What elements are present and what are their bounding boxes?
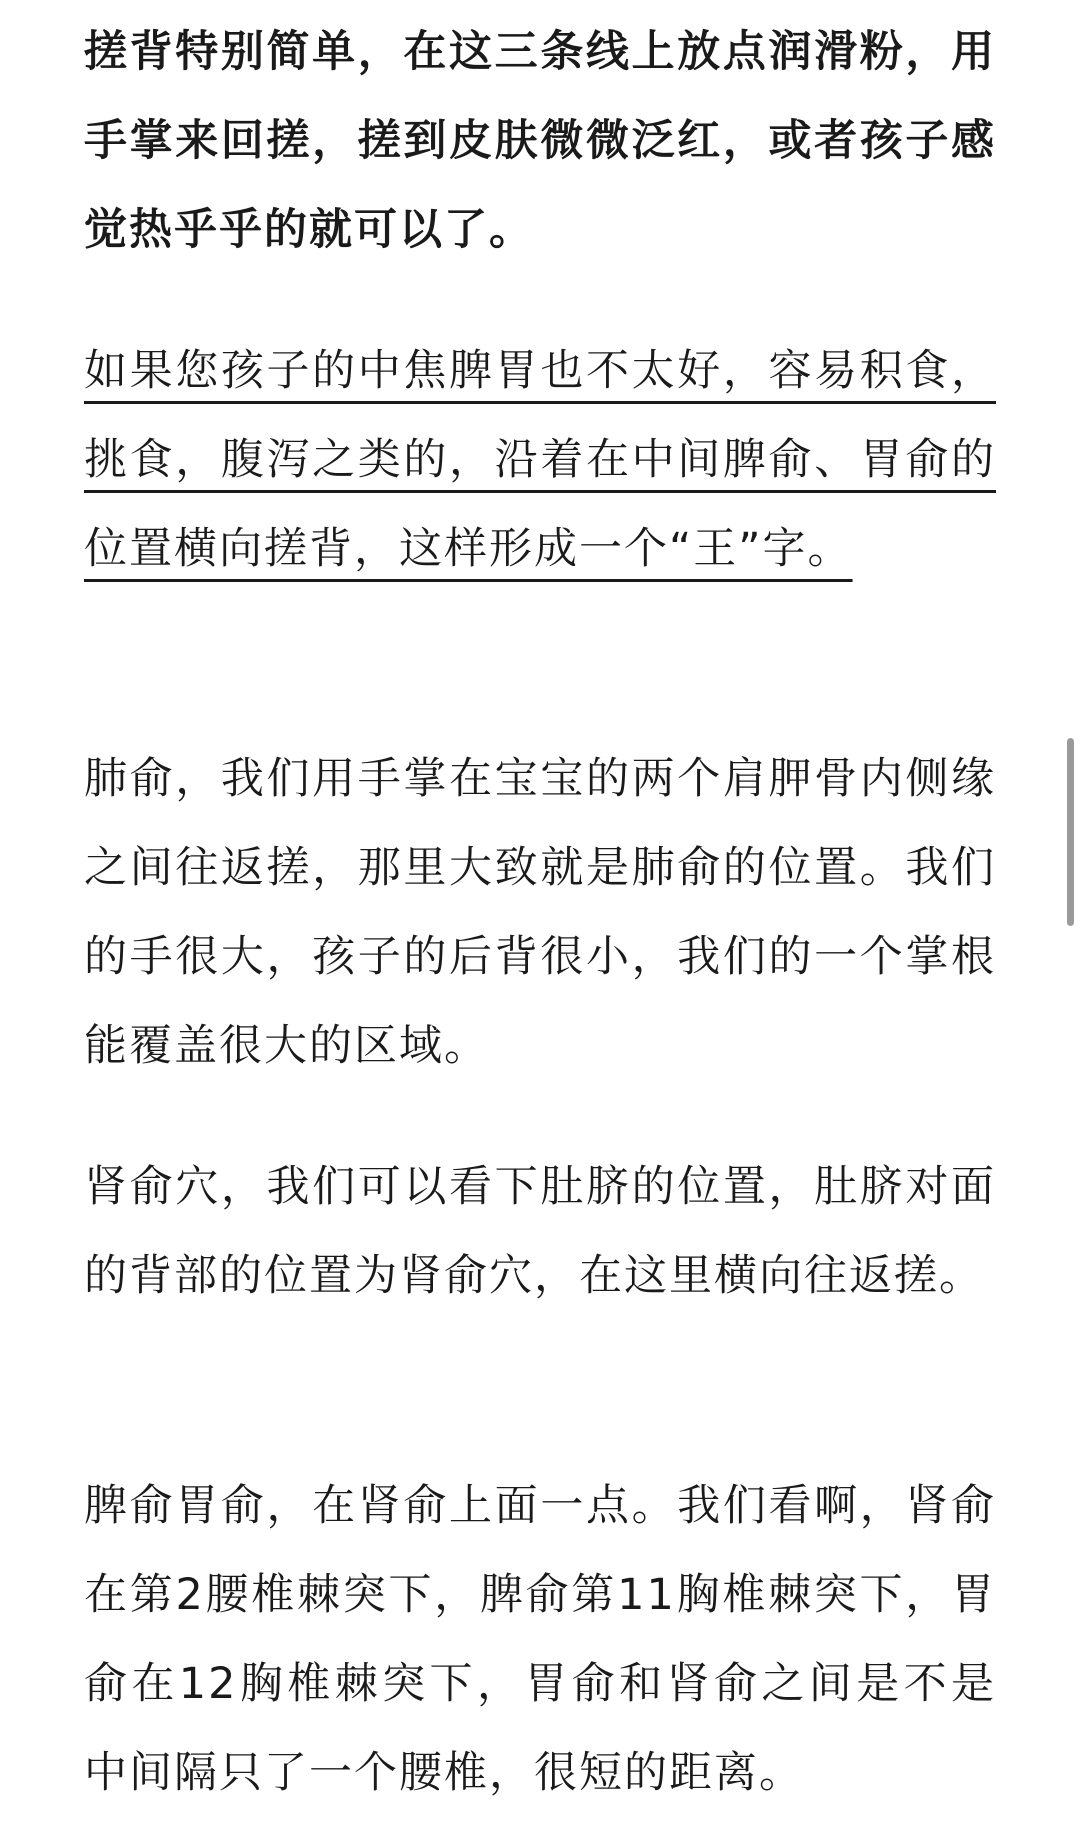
paragraph-shenshu bbox=[84, 1143, 996, 1321]
paragraph-feishu bbox=[84, 735, 996, 1091]
scrollbar-thumb[interactable] bbox=[1067, 738, 1074, 926]
paragraph-text: 脾俞胃俞，在肾俞上面一点。我们看啊，肾俞在第2腰椎棘突下，脾俞第11胸椎棘突下，胃俞在12胸椎棘突下，胃俞和肾俞之间是不是中间隔只了一个腰椎，很短的距离。 bbox=[84, 1481, 996, 1798]
paragraph-text: 搓背特别简单，在这三条线上放点润滑粉，用手掌来回搓，搓到皮肤微微泛红，或者孩子感觉热乎乎的就可以了。 bbox=[84, 27, 996, 255]
paragraph-text: 肾俞穴，我们可以看下肚脐的位置，肚脐对面的背部的位置为肾俞穴，在这里横向往返搓。 bbox=[84, 1162, 996, 1301]
paragraph-spleen-stomach-tip[interactable] bbox=[84, 327, 996, 594]
paragraph-pishu-weishu bbox=[84, 1462, 996, 1818]
paragraph-text-underlined: 如果您孩子的中焦脾胃也不太好，容易积食，挑食，腹泻之类的，沿着在中间脾俞、胃俞的位置横向搓背，这样形成一个“王”字。 bbox=[84, 346, 996, 574]
paragraph-text: 肺俞，我们用手掌在宝宝的两个肩胛骨内侧缘之间往返搓，那里大致就是肺俞的位置。我们的手很大，孩子的后背很小，我们的一个掌根能覆盖很大的区域。 bbox=[84, 754, 996, 1071]
paragraph-rubbing-method bbox=[84, 8, 996, 275]
